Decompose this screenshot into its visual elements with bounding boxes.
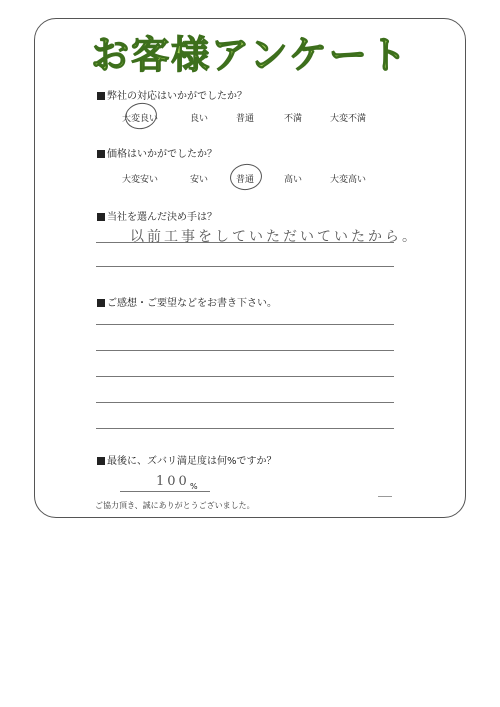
question-reason-label: 当社を選んだ決め手は？	[107, 212, 217, 223]
option-service-good[interactable]: 良い	[190, 114, 209, 124]
option-service-very-dissatisfied[interactable]: 大変不満	[330, 114, 367, 124]
option-price-average[interactable]: 普通	[236, 175, 255, 185]
question-service	[97, 87, 247, 102]
question-reason	[97, 208, 217, 223]
question-price-label: 価格はいかがでしたか？	[107, 149, 217, 160]
option-price-cheap[interactable]: 安い	[190, 175, 209, 185]
answer-line	[96, 324, 394, 325]
option-service-very-good[interactable]: 大変良い	[122, 114, 159, 124]
answer-line	[96, 266, 394, 267]
satisfaction-handwritten-answer: 100	[156, 474, 190, 489]
question-satisfaction	[97, 452, 277, 467]
option-price-expensive[interactable]: 高い	[284, 175, 303, 185]
option-service-average[interactable]: 普通	[236, 114, 255, 124]
thank-you-note: ご協力頂き、誠にありがとうございました。	[95, 501, 255, 510]
question-service-label: 弊社の対応はいかがでしたか？	[107, 91, 247, 102]
reason-handwritten-answer: 以前工事をしていただいていたから。	[130, 229, 419, 245]
satisfaction-answer-line	[120, 491, 210, 492]
answer-line	[96, 376, 394, 377]
answer-line	[96, 242, 394, 243]
square-bullet-icon	[97, 213, 105, 221]
square-bullet-icon	[97, 457, 105, 465]
dash-mark	[378, 496, 392, 497]
question-price	[97, 145, 217, 160]
option-price-very-cheap[interactable]: 大変安い	[122, 175, 159, 185]
answer-line	[96, 428, 394, 429]
survey-title: お客様アンケート	[91, 33, 409, 77]
answer-line	[96, 350, 394, 351]
square-bullet-icon	[97, 150, 105, 158]
answer-line	[96, 402, 394, 403]
question-comments	[97, 294, 277, 309]
percent-unit: %	[190, 482, 198, 491]
square-bullet-icon	[97, 92, 105, 100]
question-satisfaction-label: 最後に、ズバリ満足度は何%ですか？	[107, 456, 277, 467]
square-bullet-icon	[97, 299, 105, 307]
option-service-dissatisfied[interactable]: 不満	[284, 114, 303, 124]
option-price-very-expensive[interactable]: 大変高い	[330, 175, 367, 185]
question-comments-label: ご感想・ご要望などをお書き下さい。	[107, 298, 277, 309]
